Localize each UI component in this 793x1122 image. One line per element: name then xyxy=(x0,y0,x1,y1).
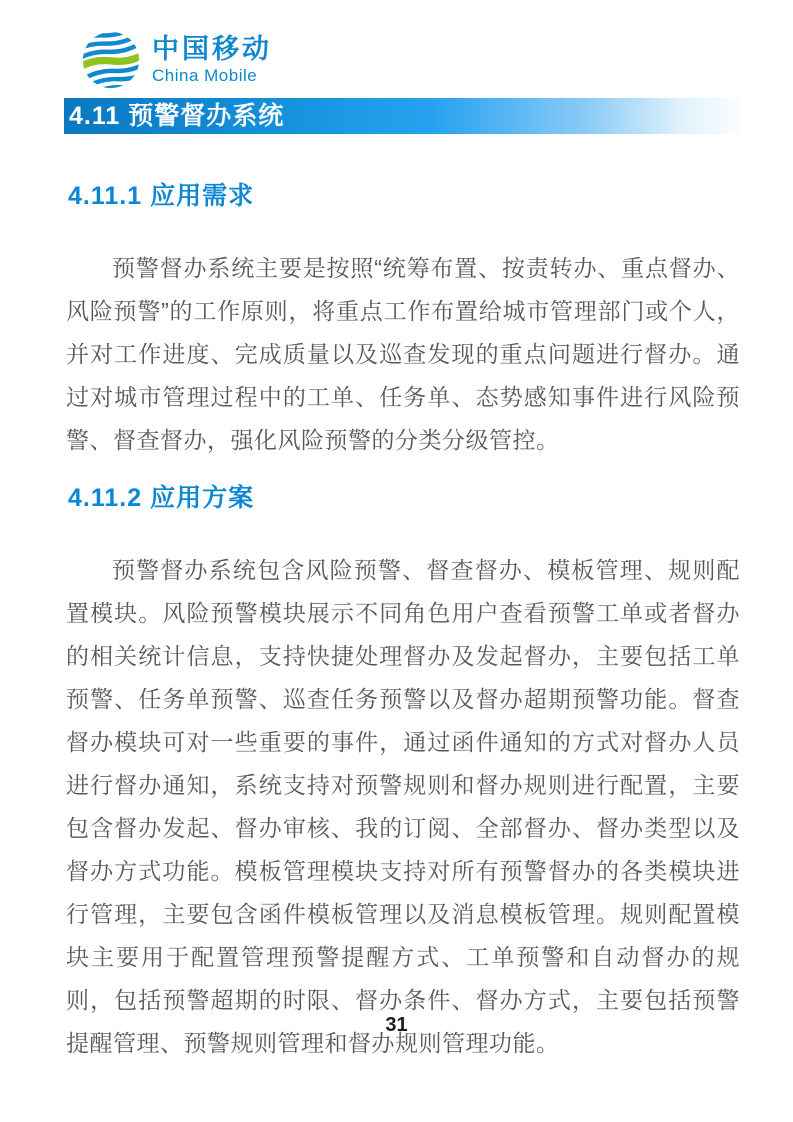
china-mobile-logo-icon xyxy=(80,29,142,91)
logo-wordmark xyxy=(152,35,272,85)
china-mobile-logo xyxy=(80,28,740,92)
logo-text-cn: 中国移动 xyxy=(152,33,272,64)
section-title: 4.11 预警督办系统 xyxy=(69,102,285,130)
section-title-bar xyxy=(64,98,740,134)
page-number: 31 xyxy=(385,1014,408,1036)
page-footer xyxy=(0,1014,793,1037)
paragraph-application-requirements: 预警督办系统主要是按照“统筹布置、按责转办、重点督办、风险预警”的工作原则，将重点工作布置给城市管理部门或个人，并对工作进度、完成质量以及巡查发现的重点问题进行督办。通过对城市管理过程中的工单、任务单、态势感知事件进行风险预警、督查督办，强化风险预警的分类分级管控。 xyxy=(66,255,740,453)
paragraph-application-solution: 预警督办系统包含风险预警、督查督办、模板管理、规则配置模块。风险预警模块展示不同角色用户查看预警工单或者督办的相关统计信息，支持快捷处理督办及发起督办，主要包括工单预警、任务单预警、巡查任务预警以及督办超期预警功能。督查督办模块可对一些重要的事件，通过函件通知的方式对督办人员进行督办通知，系统支持对预警规则和督办规则进行配置，主要包含督办发起、督办审核、我的订阅、全部督办、督办类型以及督办方式功能。模板管理模块支持对所有预警督办的各类模块进行管理，主要包含函件模板管理以及消息模板管理。规则配置模块主要用于配置管理预警提醒方式、工单预警和自动督办的规则，包括预警超期的时限、督办条件、督办方式，主要包括预警提醒管理、预警规则管理和督办规则管理功能。 xyxy=(66,557,740,1056)
logo-text-en: China Mobile xyxy=(152,65,258,85)
subsection-heading-application-solution: 4.11.2 应用方案 xyxy=(68,484,255,512)
subsection-heading-application-requirements: 4.11.1 应用需求 xyxy=(68,182,255,210)
